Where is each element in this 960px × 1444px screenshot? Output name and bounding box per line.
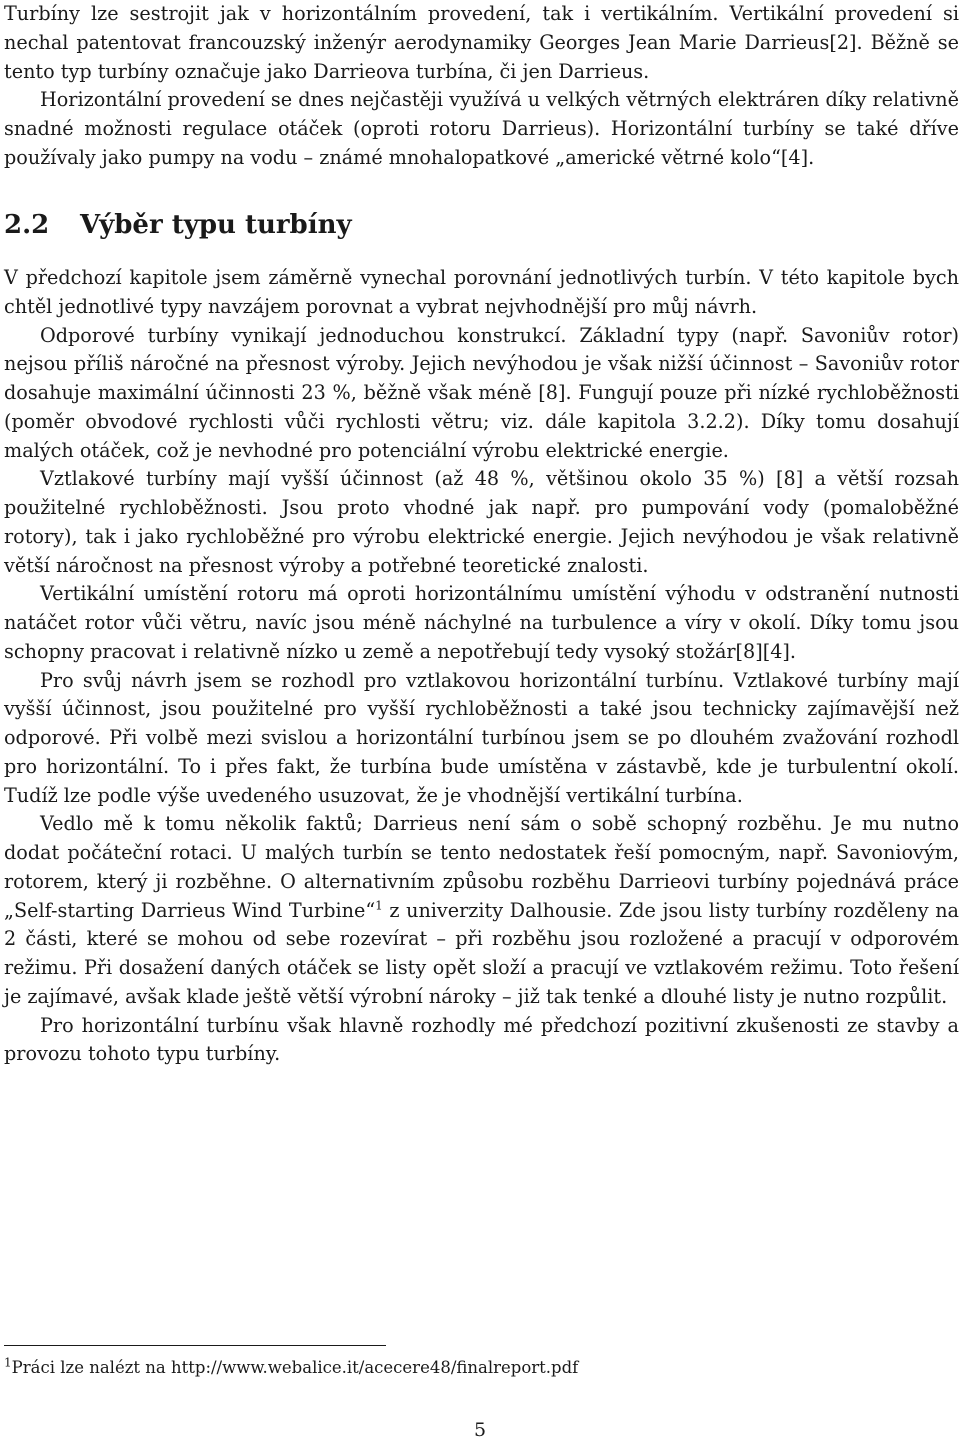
- paragraph-vertical-placement: Vertikální umístění rotoru má oproti horizontálnímu umístění výhodu v odstranění nutnosti natáčet rotor vůči větru, navíc jsou méně náchylné na turbulence a víry v okolí. Díky tomu jsou schopny pracovat i relativně nízko u země a nepotřebují tedy vysoký stožár[8][4].: [4, 582, 959, 663]
- section-body: [4, 264, 959, 1069]
- section-heading: [4, 205, 352, 245]
- paragraph-chapter-intro: V předchozí kapitole jsem záměrně vynechal porovnání jednotlivých turbín. V této kapitole bych chtěl jednotlivé typy navzájem porovnat a vybrat nejvhodnější pro můj návrh.: [4, 266, 959, 318]
- footnote-text: Práci lze nalézt na http://www.webalice.it/acecere48/finalreport.pdf: [11, 1358, 579, 1377]
- paragraph-startup-after: z univerzity Dalhousie. Zde jsou listy turbíny rozděleny na 2 části, které se mohou od sebe rozevírat – při rozběhu jsou rozložené a pracují v odporovém režimu. Při dosažení daných otáček se listy opět složí a pracují ve vztlakovém režimu. Toto řešení je zajímavé, avšak klade ještě větší výrobní nároky – již tak tenké a dlouhé listy je nutno rozpůlit.: [4, 898, 959, 1008]
- paragraph-final: Pro horizontální turbínu však hlavně rozhodly mé předchozí pozitivní zkušenosti ze stavby a provozu tohoto typu turbíny.: [4, 1013, 959, 1066]
- intro-paragraph-vertical: Turbíny lze sestrojit jak v horizontálním provedení, tak i vertikálním. Vertikální provedení si nechal patentovat francouzský inženýr aerodynamiky Georges Jean Marie Darrieus[2]. Běžně se tento typ turbíny označuje jako Darrieova turbína, či jen Darrieus.: [4, 2, 959, 83]
- paragraph-design-choice: Pro svůj návrh jsem se rozhodl pro vztlakovou horizontální turbínu. Vztlakové turbíny mají vyšší účinnost, jsou použitelné pro vyšší rychloběžnosti a také jsou technicky zajímavější než odporové. Při volbě mezi svislou a horizontální turbínou jsem se po dlouhém zvažování rozhodl pro horizontální. To i přes fakt, že turbína bude umístěna v zástavbě, kde je turbulentní okolí. Tudíž lze podle výše uvedeného usuzovat, že je vhodnější vertikální turbína.: [4, 668, 959, 807]
- section-number: 2.2: [4, 210, 50, 240]
- intro-block: [4, 0, 959, 173]
- paragraph-drag-turbines: Odporové turbíny vynikají jednoduchou konstrukcí. Základní typy (např. Savoniův rotor) nejsou příliš náročné na přesnost výroby. Jejich nevýhodou je však nižší účinnost – Savoniův rotor dosahuje maximální účinnosti 23 %, běžně však méně [8]. Fungují pouze při nízké rychloběžnosti (poměr obvodové rychlosti vůči rychlosti větru; viz. dále kapitola 3.2.2). Díky tomu dosahují malých otáček, což je nevhodné pro potenciální výrobu elektrické energie.: [4, 323, 959, 462]
- paragraph-startup: [4, 810, 959, 1011]
- intro-paragraph-horizontal: Horizontální provedení se dnes nejčastěji využívá u velkých větrných elektráren díky relativně snadné možnosti regulace otáček (oproti rotoru Darrieus). Horizontální turbíny se také dříve používaly jako pumpy na vodu – známé mnohalopatkové „americké větrné kolo“[4].: [4, 88, 959, 169]
- footnote-mark: 1: [4, 1355, 12, 1370]
- footnote-divider: [4, 1345, 386, 1346]
- footnote-reference: 1: [375, 898, 383, 913]
- footnote: [4, 1356, 578, 1380]
- page-number: 5: [473, 1419, 487, 1441]
- section-title: Výběr typu turbíny: [80, 210, 352, 240]
- paragraph-startup-before: Vedlo mě k tomu několik faktů; Darrieus není sám o sobě schopný rozběhu. Je mu nutno dodat počáteční rotaci. U malých turbín se tento nedostatek řeší pomocným, např. Savoniovým, rotorem, který ji rozběhne. O alternativním způsobu rozběhu Darrieovi turbíny pojednává práce „Self-starting Darrieus Wind Turbine“: [4, 812, 959, 922]
- paragraph-lift-turbines: Vztlakové turbíny mají vyšší účinnost (až 48 %, většinou okolo 35 %) [8] a větší rozsah použitelné rychloběžnosti. Jsou proto vhodné jak např. pro pumpování vody (pomaloběžné rotory), tak i jako rychloběžné pro výrobu elektrické energie. Jejich nevýhodou je však relativně větší náročnost na přesnost výroby a potřebné teoretické znalosti.: [4, 467, 959, 577]
